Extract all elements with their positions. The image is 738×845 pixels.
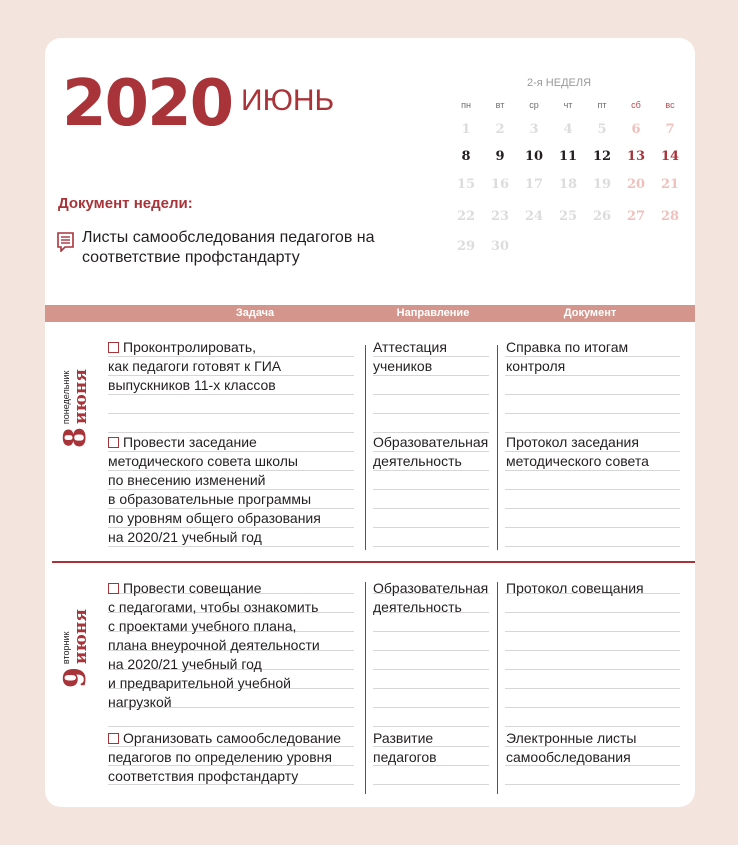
task-line-text: с педагогами, чтобы ознакомить [108, 599, 319, 615]
calendar-day: 11 [558, 149, 578, 164]
calendar-day: 6 [631, 122, 641, 137]
ruled-line [505, 527, 680, 528]
calendar-day: 17 [524, 177, 544, 192]
ruled-line [505, 707, 680, 708]
calendar-day: 2 [495, 122, 505, 137]
column-divider [497, 582, 498, 794]
document-line-text: Справка по итогам [506, 339, 629, 355]
ruled-line [373, 669, 489, 670]
ruled-line [108, 413, 354, 414]
ruled-line [505, 650, 680, 651]
day-number: 9 [58, 667, 93, 688]
document-line-text: Протокол заседания [506, 434, 639, 450]
task-line-text: с проектами учебного плана, [108, 618, 297, 634]
task-line [108, 509, 321, 528]
task-line [108, 471, 265, 490]
document-line [506, 748, 631, 767]
task-checkbox[interactable] [108, 437, 119, 448]
ruled-line [373, 631, 489, 632]
day-month: июня [71, 369, 91, 425]
ruled-line [373, 508, 489, 509]
day-month: июня [71, 609, 91, 665]
ruled-line [373, 707, 489, 708]
ruled-line [505, 726, 680, 727]
task-line [108, 338, 256, 357]
day-number: 8 [58, 427, 93, 448]
document-line [506, 729, 636, 748]
direction-line-text: Образовательная [373, 580, 489, 596]
ruled-line [373, 688, 489, 689]
calendar-weekday: пт [597, 100, 607, 110]
day-weekday: понедельник [61, 370, 71, 425]
task-line [108, 674, 291, 693]
task-line [108, 598, 318, 617]
task-line-text: соответствия профстандарту [108, 768, 299, 784]
task-checkbox[interactable] [108, 733, 119, 744]
task-line-text: методического совета школы [108, 453, 298, 469]
document-icon [57, 232, 74, 252]
ruled-line [505, 508, 680, 509]
calendar-day: 22 [456, 209, 476, 224]
direction-line [373, 338, 447, 357]
ruled-line [373, 489, 489, 490]
document-line-text: методического совета [506, 453, 649, 469]
ruled-line [373, 650, 489, 651]
direction-line [373, 433, 488, 452]
task-line [108, 376, 276, 395]
document-line-text: Электронные листы [506, 730, 637, 746]
direction-line [373, 357, 432, 376]
task-line-text: плана внеурочной деятельности [108, 637, 320, 653]
day-weekday: вторник [61, 631, 71, 665]
task-line [108, 490, 311, 509]
month-title: ИЮНЬ [241, 84, 335, 117]
ruled-line [505, 546, 680, 547]
direction-line [373, 598, 462, 617]
calendar-day: 12 [592, 149, 612, 164]
direction-line-text: Аттестация [373, 339, 447, 355]
year-title: 2020 [62, 67, 233, 141]
ruled-line [505, 394, 680, 395]
task-line-text: нагрузкой [108, 694, 172, 710]
calendar-day: 23 [490, 209, 510, 224]
ruled-line [505, 631, 680, 632]
calendar-weekday: вт [495, 100, 505, 110]
ruled-line [373, 394, 489, 395]
calendar-day: 14 [660, 149, 680, 164]
direction-line-text: деятельность [373, 453, 462, 469]
task-line [108, 767, 298, 786]
table-header [45, 305, 695, 322]
day-separator [52, 561, 695, 563]
calendar-day: 7 [665, 122, 675, 137]
document-line-text: контроля [506, 358, 566, 374]
ruled-line [373, 784, 489, 785]
direction-line-text: учеников [373, 358, 433, 374]
task-line [108, 528, 262, 547]
direction-line [373, 452, 462, 471]
column-divider [497, 345, 498, 550]
ruled-line [505, 413, 680, 414]
task-line [108, 636, 320, 655]
task-line-text: Провести совещание [123, 580, 262, 596]
direction-line [373, 579, 488, 598]
document-line-text: самообследования [506, 749, 631, 765]
ruled-line [373, 527, 489, 528]
calendar-weekday: вс [665, 100, 675, 110]
calendar-day: 28 [660, 209, 680, 224]
document-line [506, 338, 628, 357]
calendar-day: 10 [524, 149, 544, 164]
task-line-text: Провести заседание [123, 434, 257, 450]
task-line [108, 655, 262, 674]
ruled-line [505, 669, 680, 670]
task-line [108, 433, 257, 452]
calendar-day: 15 [456, 177, 476, 192]
calendar-day: 18 [558, 177, 578, 192]
document-line [506, 452, 649, 471]
task-line-text: Проконтролировать, [123, 339, 257, 355]
task-line-text: на 2020/21 учебный год [108, 656, 262, 672]
day-label-9 [57, 578, 91, 688]
direction-line [373, 729, 433, 748]
ruled-line [108, 726, 354, 727]
task-checkbox[interactable] [108, 342, 119, 353]
calendar-day: 1 [461, 122, 471, 137]
task-line [108, 357, 281, 376]
calendar-day: 4 [563, 122, 573, 137]
calendar-day: 5 [597, 122, 607, 137]
document-line [506, 579, 644, 598]
header-document: Документ [563, 307, 617, 319]
calendar-day: 16 [490, 177, 510, 192]
task-line-text: Организовать самообследование [123, 730, 342, 746]
task-line [108, 748, 332, 767]
calendar-day: 9 [495, 149, 505, 164]
task-line-text: по внесению изменений [108, 472, 266, 488]
calendar-day: 26 [592, 209, 612, 224]
task-line-text: выпускников 11-х классов [108, 377, 276, 393]
task-line-text: по уровням общего образования [108, 510, 321, 526]
task-line-text: как педагоги готовят к ГИА [108, 358, 282, 374]
task-line-text: в образовательные программы [108, 491, 312, 507]
direction-line-text: Развитие [373, 730, 434, 746]
calendar-day: 21 [660, 177, 680, 192]
task-line-text: и предварительной учебной [108, 675, 291, 691]
calendar-day: 27 [626, 209, 646, 224]
ruled-line [505, 688, 680, 689]
ruled-line [373, 413, 489, 414]
header-direction: Направление [396, 307, 470, 319]
task-line [108, 617, 296, 636]
column-divider [365, 582, 366, 794]
calendar-day: 19 [592, 177, 612, 192]
document-of-week-label: Документ недели: [58, 195, 193, 212]
task-line-text: педагогов по определению уровня [108, 749, 332, 765]
calendar-weekday: ср [529, 100, 539, 110]
ruled-line [505, 612, 680, 613]
calendar-day: 25 [558, 209, 578, 224]
task-checkbox[interactable] [108, 583, 119, 594]
direction-line-text: педагогов [373, 749, 437, 765]
day-label-8 [57, 338, 91, 448]
ruled-line [373, 726, 489, 727]
calendar-day: 3 [529, 122, 539, 137]
ruled-line [505, 784, 680, 785]
task-line [108, 729, 341, 748]
calendar-day: 30 [490, 239, 510, 254]
column-divider [365, 345, 366, 550]
week-number-label: 2-я НЕДЕЛЯ [527, 77, 592, 89]
calendar-day: 8 [461, 149, 471, 164]
direction-line-text: деятельность [373, 599, 462, 615]
task-line [108, 579, 261, 598]
direction-line-text: Образовательная [373, 434, 489, 450]
ruled-line [505, 489, 680, 490]
header-task: Задача [235, 307, 275, 319]
calendar-day: 20 [626, 177, 646, 192]
task-line [108, 452, 298, 471]
calendar-day: 24 [524, 209, 544, 224]
direction-line [373, 748, 437, 767]
document-line [506, 357, 565, 376]
calendar-weekday: пн [461, 100, 471, 110]
ruled-line [373, 546, 489, 547]
calendar-day: 29 [456, 239, 476, 254]
calendar-day: 13 [626, 149, 646, 164]
task-line [108, 693, 172, 712]
calendar-weekday: чт [563, 100, 573, 110]
document-line-text: Протокол совещания [506, 580, 644, 596]
document-of-week-title: Листы самообследования педагогов на соответствие профстандарту [82, 229, 375, 266]
calendar-weekday: сб [631, 100, 641, 110]
task-line-text: на 2020/21 учебный год [108, 529, 262, 545]
document-line [506, 433, 639, 452]
planner-card [45, 38, 695, 807]
